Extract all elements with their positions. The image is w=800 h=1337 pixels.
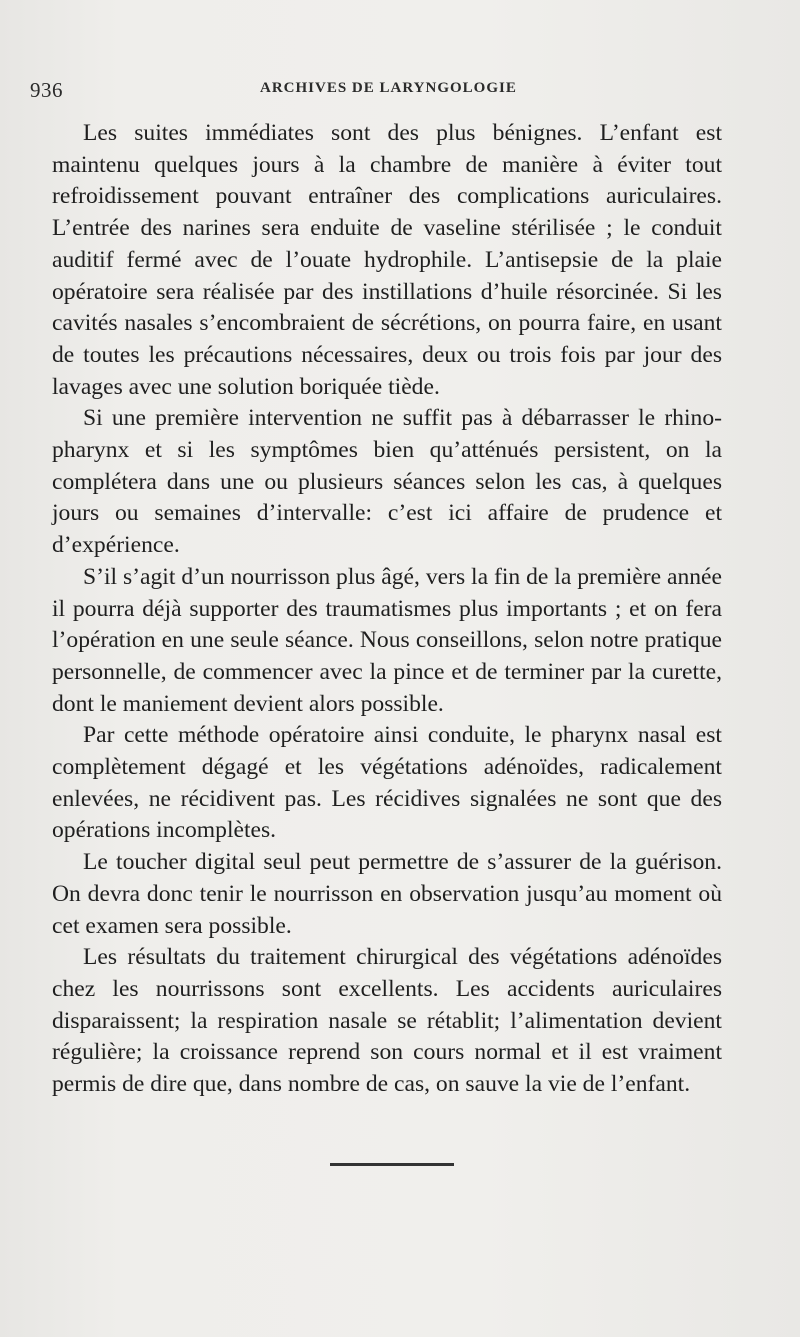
paragraph-2: Si une première intervention ne suffit pas à débarrasser le rhino-pharynx et si les symptômes bien qu’atténués persistent, on la complétera dans une ou plusieurs séances selon les cas, à quelques jours ou semaines d’intervalle: c’est ici affaire de prudence et d’expérience. xyxy=(52,405,722,559)
paragraph-6: Les résultats du traitement chirurgical des végétations adénoïdes chez les nourrissons sont excellents. Les accidents auriculaires disparaissent; la respiration nasale se rétablit; l’alimentation devient régulière; la croissance reprend son cours normal et il est vraiment permis de dire que, dans nombre de cas, on sauve la vie de l’enfant. xyxy=(52,944,722,1098)
paragraph-5: Le toucher digital seul peut permettre de s’assurer de la guérison. On devra donc tenir le nourrisson en observation jusqu’au moment où cet examen sera possible. xyxy=(52,849,722,939)
paragraph-3: S’il s’agit d’un nourrisson plus âgé, vers la fin de la première année il pourra déjà supporter des traumatismes plus importants ; et on fera l’opération en une seule séance. Nous conseillons, selon notre pratique personnelle, de commencer avec la pince et de terminer par la curette, dont le maniement devient alors possible. xyxy=(52,563,722,717)
running-title: ARCHIVES DE LARYNGOLOGIE xyxy=(260,80,517,96)
end-rule-divider xyxy=(330,1163,454,1166)
paragraph-1: Les suites immédiates sont des plus bénignes. L’enfant est maintenu quelques jours à la chambre de manière à éviter tout refroidissement pouvant entraîner des complications auriculaires. L’entrée des narines sera enduite de vaseline stérilisée ; le conduit auditif fermé avec de l’ouate hydrophile. L’antisepsie de la plaie opératoire sera réalisée par des instillations d’huile résorcinée. Si les cavités nasales s’encombraient de sécrétions, on pourra faire, en usant de toutes les précautions nécessaires, deux ou trois fois par jour des lavages avec une solution boriquée tiède. xyxy=(52,120,722,400)
page-number: 936 xyxy=(30,78,63,102)
paragraph-4: Par cette méthode opératoire ainsi conduite, le pharynx nasal est complètement dégagé et les végétations adénoïdes, radicalement enlevées, ne récidivent pas. Les récidives signalées ne sont que des opérations incomplètes. xyxy=(52,722,722,844)
page-header xyxy=(30,78,730,102)
body-text xyxy=(52,118,722,1101)
